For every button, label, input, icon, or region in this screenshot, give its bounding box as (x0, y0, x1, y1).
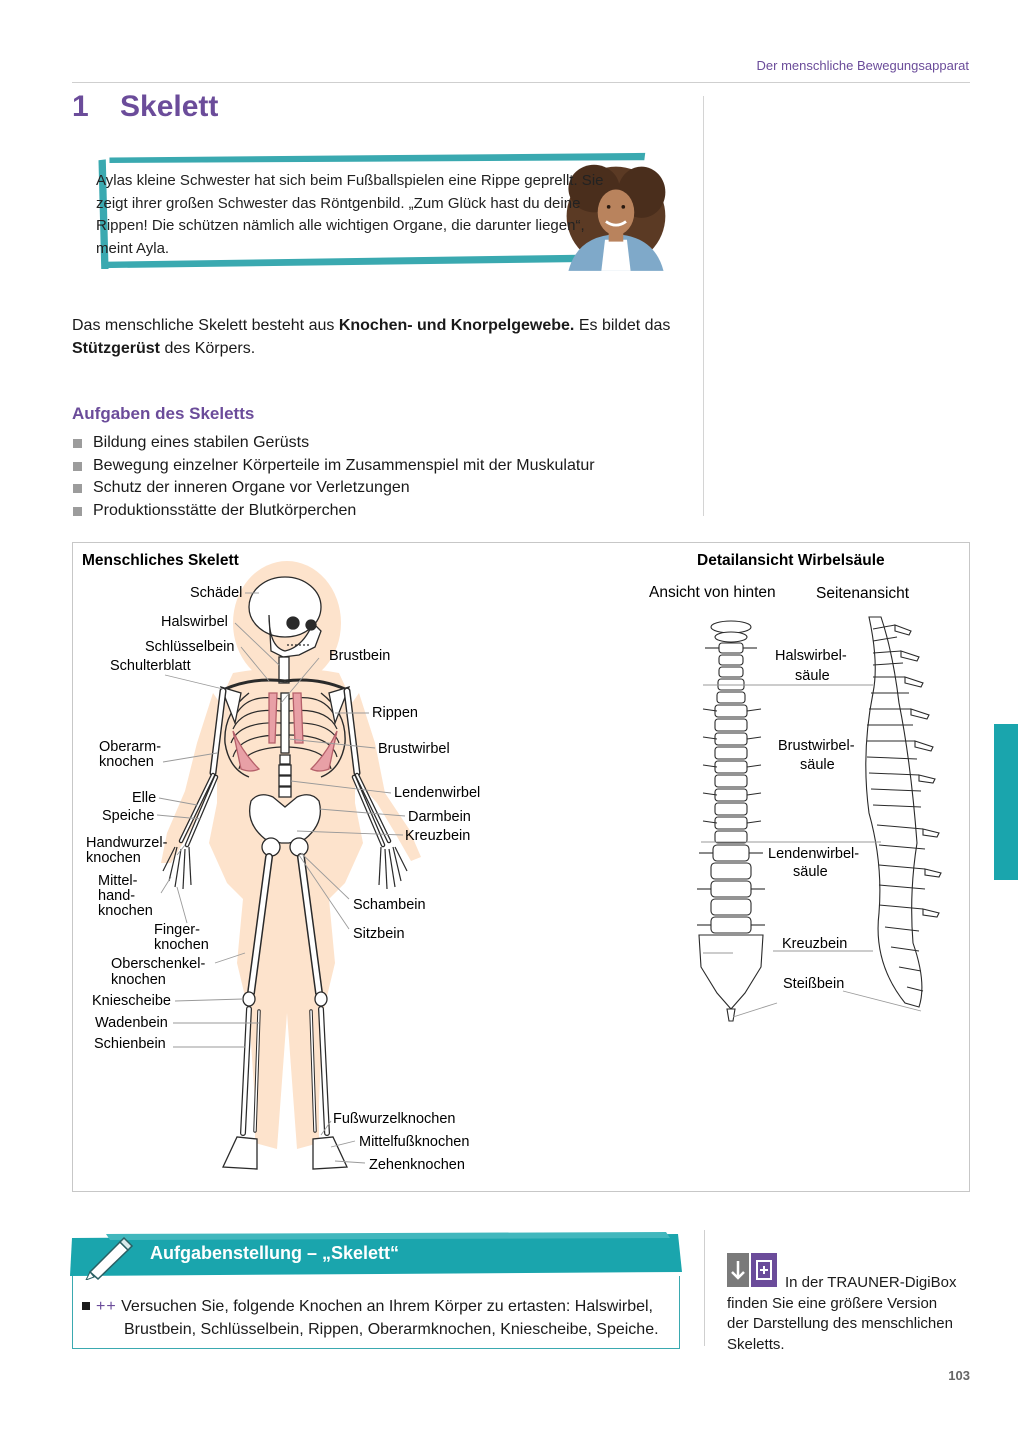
difficulty-marker: ++ (96, 1298, 117, 1315)
label-elle: Elle (132, 790, 157, 806)
label-schienbein: Schienbein (94, 1036, 166, 1052)
label-schambein: Schambein (353, 897, 426, 913)
skeleton-figure (73, 543, 967, 1189)
intro-text: Aylas kleine Schwester hat sich beim Fußballspielen eine Rippe geprellt. Sie zeigt ihrer großen Schwester das Röntgenbild. „Zum Glück hast du deine Rippen! Die schützen nämlich alle wichtigen Organe, die darunter liegen“, meint Ayla. (96, 172, 604, 257)
chapter-tab-marker (994, 724, 1018, 880)
label-kniescheibe: Kniescheibe (92, 993, 171, 1009)
label-oberarm-1: Oberarm- (99, 739, 162, 755)
label-oberschenkel-2: knochen (111, 972, 166, 988)
figure-title-skeleton: Menschliches Skelett (82, 552, 239, 569)
view-side-label: Seitenansicht (816, 585, 910, 602)
list-item: Schutz der inneren Organe vor Verletzungen (72, 477, 595, 500)
label-finger-2: knochen (154, 937, 209, 953)
label-brustbein: Brustbein (329, 648, 391, 664)
label-spine-kreuzbein: Kreuzbein (782, 936, 848, 952)
list-item: Bildung eines stabilen Gerüsts (72, 432, 595, 455)
figure-title-spine: Detailansicht Wirbelsäule (697, 552, 885, 569)
spine-labels (768, 648, 859, 992)
label-wadenbein: Wadenbein (95, 1015, 168, 1031)
label-brust-2: säule (800, 757, 835, 773)
label-kreuzbein: Kreuzbein (405, 828, 471, 844)
list-item: Produktionsstätte der Blutkörperchen (72, 500, 595, 523)
label-darmbein: Darmbein (408, 809, 471, 825)
assignment-title: Aufgabenstellung – „Skelett“ (150, 1243, 400, 1263)
section-heading: Aufgaben des Skeletts (72, 404, 255, 423)
bullet-square-icon (82, 1302, 90, 1310)
running-head: Der menschliche Bewegungsapparat (756, 58, 969, 73)
label-lenden-1: Lendenwirbel- (768, 846, 860, 862)
label-oberschenkel-1: Oberschenkel- (111, 956, 206, 972)
label-lenden-2: säule (793, 864, 828, 880)
label-fusswurzel: Fußwurzelknochen (333, 1111, 456, 1127)
label-brustwirbel: Brustwirbel (378, 741, 450, 757)
label-mittelhand-1: Mittel- (98, 873, 138, 889)
digibox-text: In der TRAUNER-DigiBox finden Sie eine größere Version der Darstellung des menschlichen Skeletts. (727, 1274, 957, 1353)
label-mittelfuss: Mittelfußknochen (359, 1134, 470, 1150)
header-rule (72, 82, 970, 83)
column-divider (703, 96, 704, 516)
spine-back-view (697, 621, 765, 1021)
label-zehen: Zehenknochen (369, 1157, 465, 1173)
label-schulterblatt: Schulterblatt (110, 658, 191, 674)
view-back-label: Ansicht von hinten (649, 584, 776, 601)
functions-list (72, 432, 595, 522)
body-paragraph: Das menschliche Skelett besteht aus Knochen- und Knorpelgewebe. Es bildet das Stützgerüst des Körpers. (72, 317, 671, 357)
spine-side-view (866, 617, 941, 1007)
label-handwurzel-2: knochen (86, 850, 141, 866)
label-hals-1: Halswirbel- (775, 648, 847, 664)
assignment-text: ++ Versuchen Sie, folgende Knochen an Ihrem Körper zu ertasten: Halswirbel, Brustbein, Schlüsselbein, Rippen, Oberarmknochen, Kniescheibe, Speiche. (82, 1296, 676, 1341)
chapter-title: Skelett (120, 90, 219, 123)
label-halswirbel: Halswirbel (161, 614, 228, 630)
label-handwurzel-1: Handwurzel- (86, 835, 168, 851)
page-number: 103 (948, 1368, 970, 1383)
label-rippen: Rippen (372, 705, 418, 721)
label-speiche: Speiche (102, 808, 155, 824)
label-steissbein: Steißbein (783, 976, 845, 992)
label-finger-1: Finger- (154, 922, 200, 938)
label-sitzbein: Sitzbein (353, 926, 405, 942)
list-item: Bewegung einzelner Körperteile im Zusammenspiel mit der Muskulatur (72, 455, 595, 478)
digibox-divider (704, 1230, 705, 1346)
label-schluesselbein: Schlüsselbein (145, 639, 235, 655)
chapter-number: 1 (72, 90, 89, 123)
label-lendenwirbel: Lendenwirbel (394, 785, 481, 801)
label-mittelhand-2: hand- (98, 888, 136, 904)
label-schaedel: Schädel (190, 585, 243, 601)
label-oberarm-2: knochen (99, 754, 154, 770)
label-mittelhand-3: knochen (98, 903, 153, 919)
label-brust-1: Brustwirbel- (778, 738, 855, 754)
label-hals-2: säule (795, 668, 830, 684)
